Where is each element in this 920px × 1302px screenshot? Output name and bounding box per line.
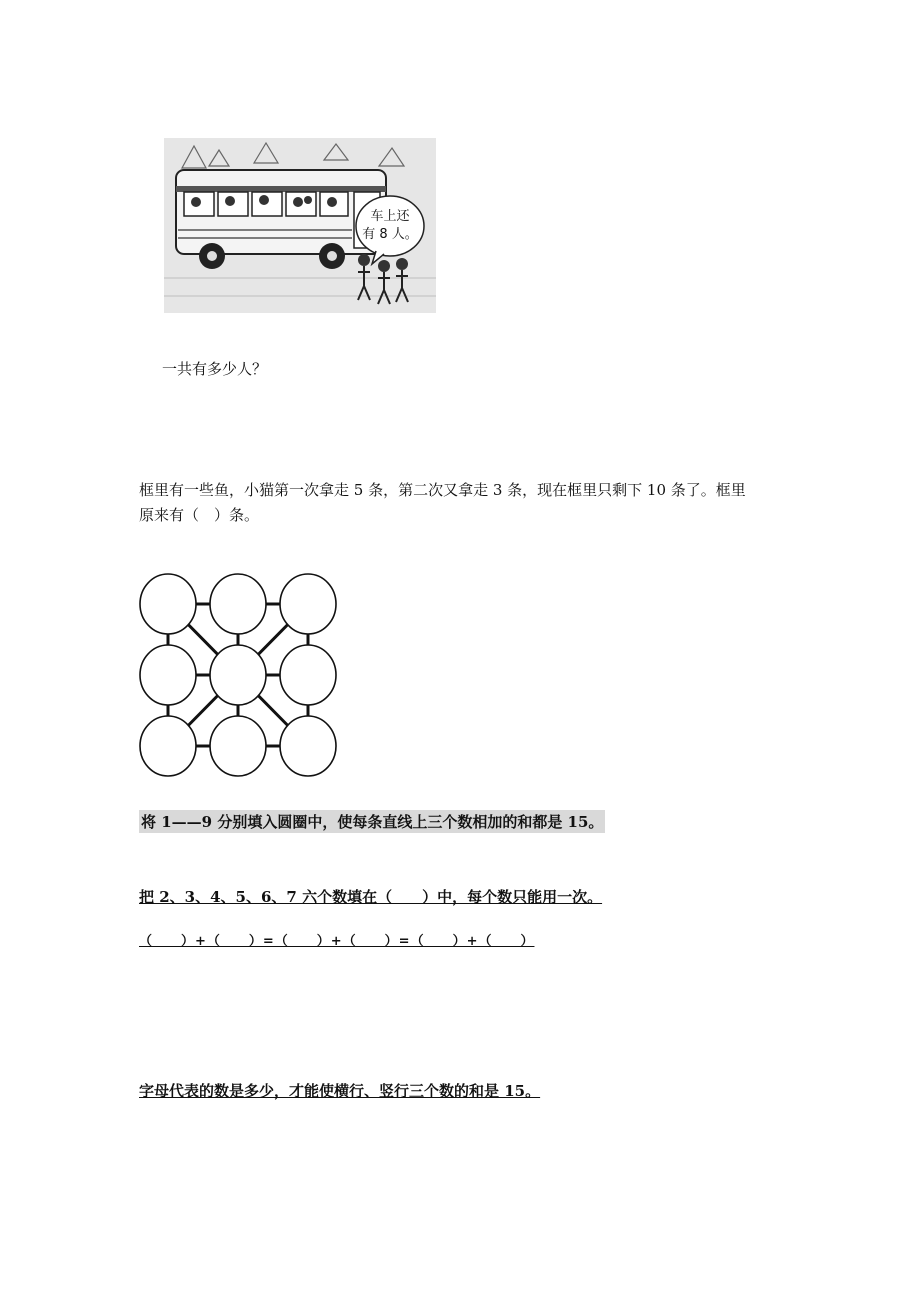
circle-4[interactable] xyxy=(140,645,196,705)
question-3: 将 1——9 分别填入圆圈中，使每条直线上三个数相加的和都是 15。 xyxy=(139,810,605,833)
circle-grid-puzzle xyxy=(138,568,338,783)
circle-2[interactable] xyxy=(210,574,266,634)
speech-bubble-line1: 车上还 xyxy=(370,209,410,224)
question-4: 把 2、3、4、5、6、7 六个数填在（ ）中，每个数只能用一次。 xyxy=(139,888,603,906)
circle-7[interactable] xyxy=(140,716,196,776)
circle-1[interactable] xyxy=(140,574,196,634)
question-2-line1: 框里有一些鱼，小猫第一次拿走 5 条，第二次又拿走 3 条，现在框里只剩下 10 条了。框里 xyxy=(139,481,746,499)
question-4-equation: （ ）+（ ）=（ ）+（ ）=（ ）+（ ） xyxy=(139,934,535,949)
question-1: 一共有多少人？ xyxy=(162,360,268,378)
bus-drawing xyxy=(164,138,436,313)
circle-5[interactable] xyxy=(210,645,266,705)
circle-6[interactable] xyxy=(280,645,336,705)
question-2 xyxy=(139,478,789,528)
bus-illustration xyxy=(164,138,436,313)
question-5: 字母代表的数是多少，才能使横行、竖行三个数的和是 15。 xyxy=(139,1082,541,1100)
circle-9[interactable] xyxy=(280,716,336,776)
circle-8[interactable] xyxy=(210,716,266,776)
circle-3[interactable] xyxy=(280,574,336,634)
speech-bubble-line2: 有 8 人。 xyxy=(362,227,418,242)
circle-grid xyxy=(138,568,338,783)
question-2-line2: 原来有（ ）条。 xyxy=(139,506,260,524)
